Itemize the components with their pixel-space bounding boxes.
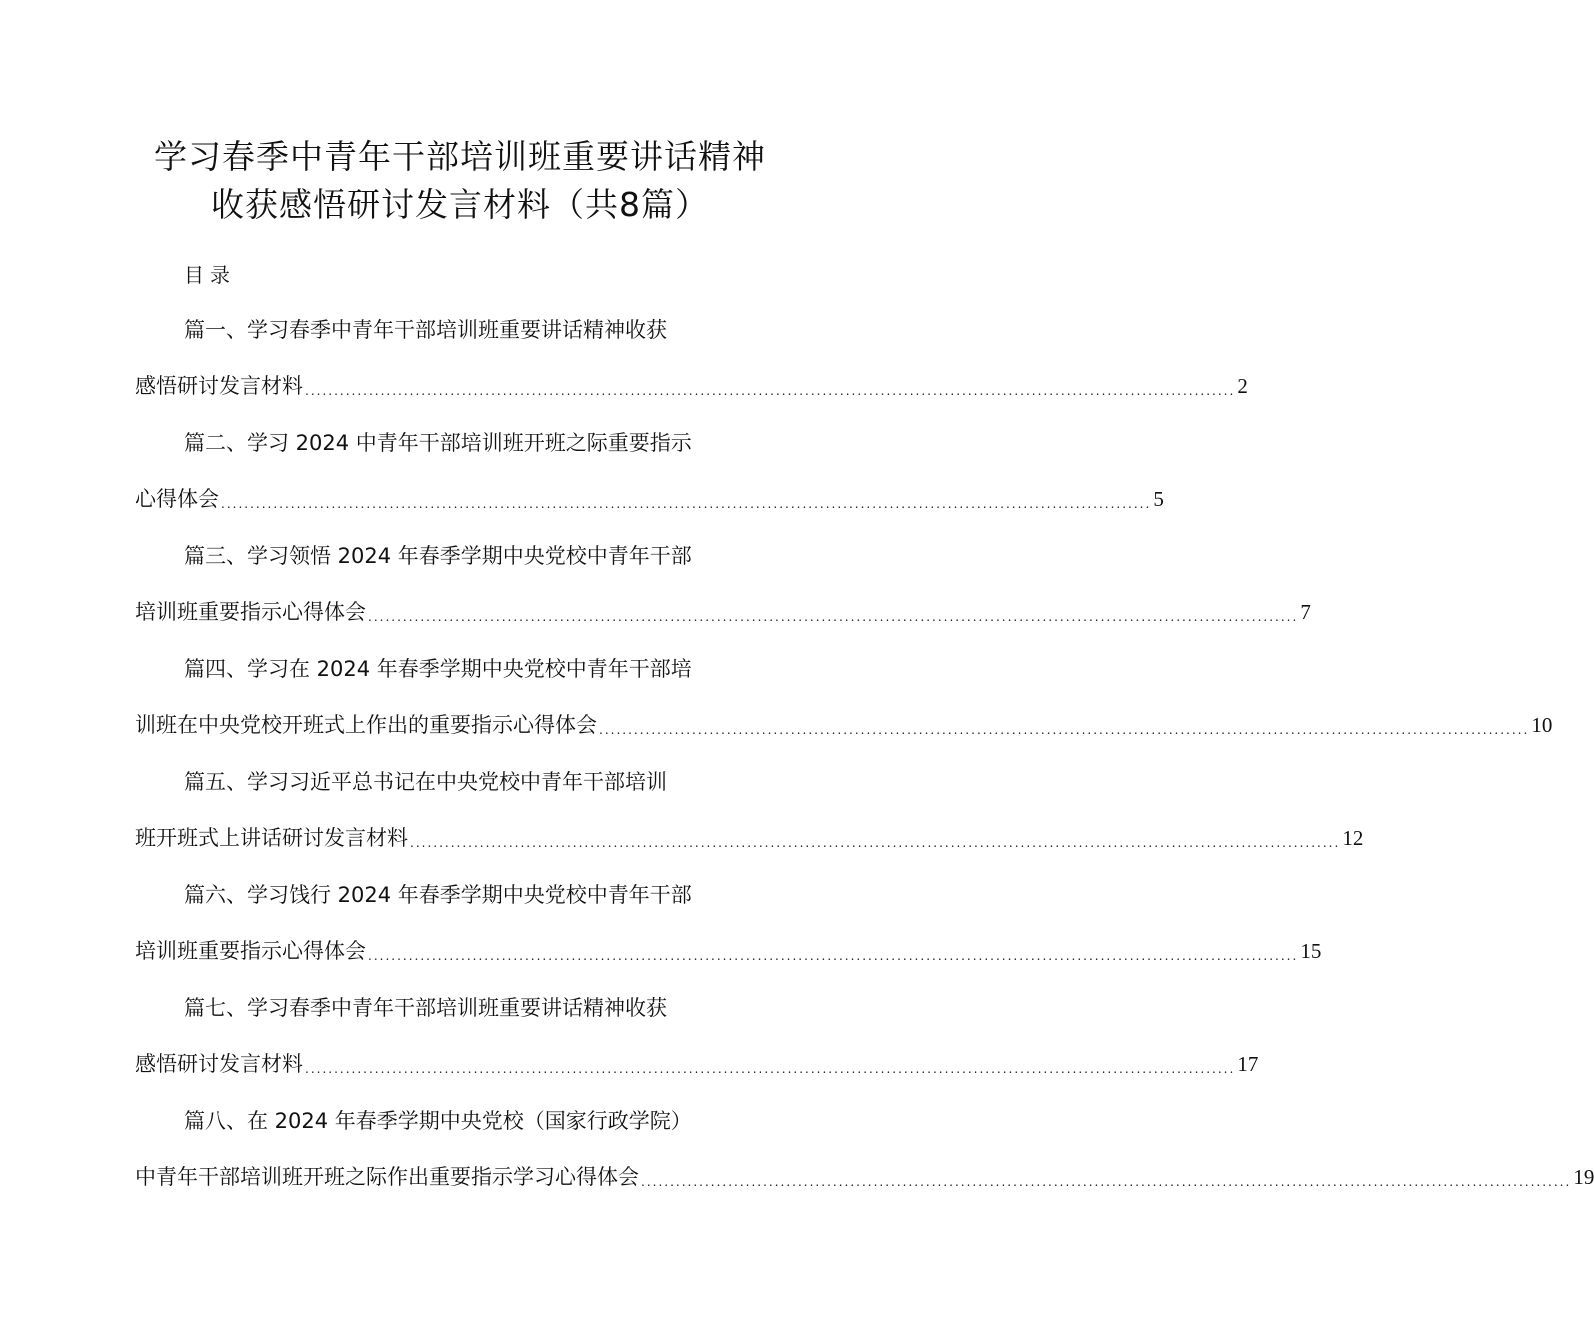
toc-page-number: 10 <box>1531 713 1553 737</box>
dot-leader: ................................................................................................................................................................ <box>368 949 1299 963</box>
toc-entry-title-cont: 感悟研讨发言材料 <box>135 1052 303 1076</box>
toc-entry-title: 篇三、学习领悟 2024 年春季学期中央党校中青年干部 <box>184 544 692 568</box>
dot-leader: ................................................................................................................................................................ <box>599 723 1530 737</box>
toc-entry-continuation <box>135 1048 1259 1080</box>
toc-entry-continuation <box>135 483 1164 515</box>
toc-entry-continuation <box>135 935 1322 967</box>
toc-page-number: 2 <box>1237 374 1248 398</box>
dot-leader: ................................................................................................................................................................ <box>641 1175 1572 1189</box>
toc-entry-title: 篇四、学习在 2024 年春季学期中央党校中青年干部培 <box>184 657 692 681</box>
dot-leader: ................................................................................................................................................................ <box>305 384 1236 398</box>
toc-heading: 目录 <box>184 263 236 287</box>
toc-entry-continuation <box>135 370 1248 402</box>
toc-entry-title: 篇七、学习春季中青年干部培训班重要讲话精神收获 <box>184 996 667 1020</box>
toc-page-number: 7 <box>1300 600 1311 624</box>
document-title-line2: 收获感悟研讨发言材料（共8篇） <box>211 185 709 224</box>
toc-entry-continuation <box>135 1161 1594 1193</box>
toc-page-number: 12 <box>1342 826 1364 850</box>
dot-leader: ................................................................................................................................................................ <box>305 1062 1236 1076</box>
toc-entry-title-cont: 心得体会 <box>135 487 219 511</box>
toc-entry-8[interactable] <box>0 1105 1594 1335</box>
toc-entry-title: 篇八、在 2024 年春季学期中央党校（国家行政学院） <box>184 1109 692 1133</box>
dot-leader: ................................................................................................................................................................ <box>410 836 1341 850</box>
toc-entry-title-cont: 班开班式上讲话研讨发言材料 <box>135 826 408 850</box>
toc-entry-title: 篇二、学习 2024 中青年干部培训班开班之际重要指示 <box>184 431 692 455</box>
document-title-line1: 学习春季中青年干部培训班重要讲话精神 <box>154 137 766 176</box>
toc-page-number: 19 <box>1573 1165 1594 1189</box>
dot-leader: ................................................................................................................................................................ <box>368 610 1299 624</box>
toc-entry-title: 篇六、学习饯行 2024 年春季学期中央党校中青年干部 <box>184 883 692 907</box>
dot-leader: ................................................................................................................................................................ <box>221 497 1152 511</box>
toc-entry-title-cont: 训班在中央党校开班式上作出的重要指示心得体会 <box>135 713 597 737</box>
toc-entry-title-cont: 培训班重要指示心得体会 <box>135 939 366 963</box>
toc-entry-title-cont: 感悟研讨发言材料 <box>135 374 303 398</box>
toc-entry-title: 篇一、学习春季中青年干部培训班重要讲话精神收获 <box>184 318 667 342</box>
toc-page-number: 5 <box>1153 487 1164 511</box>
toc-entry-title: 篇五、学习习近平总书记在中央党校中青年干部培训 <box>184 770 667 794</box>
toc-entry-title-cont: 培训班重要指示心得体会 <box>135 600 366 624</box>
toc-entry-continuation <box>135 709 1553 741</box>
toc-page-number: 15 <box>1300 939 1322 963</box>
toc-entry-title-cont: 中青年干部培训班开班之际作出重要指示学习心得体会 <box>135 1165 639 1189</box>
toc-page-number: 17 <box>1237 1052 1259 1076</box>
toc-entry-continuation <box>135 822 1364 854</box>
toc-entry-continuation <box>135 596 1311 628</box>
